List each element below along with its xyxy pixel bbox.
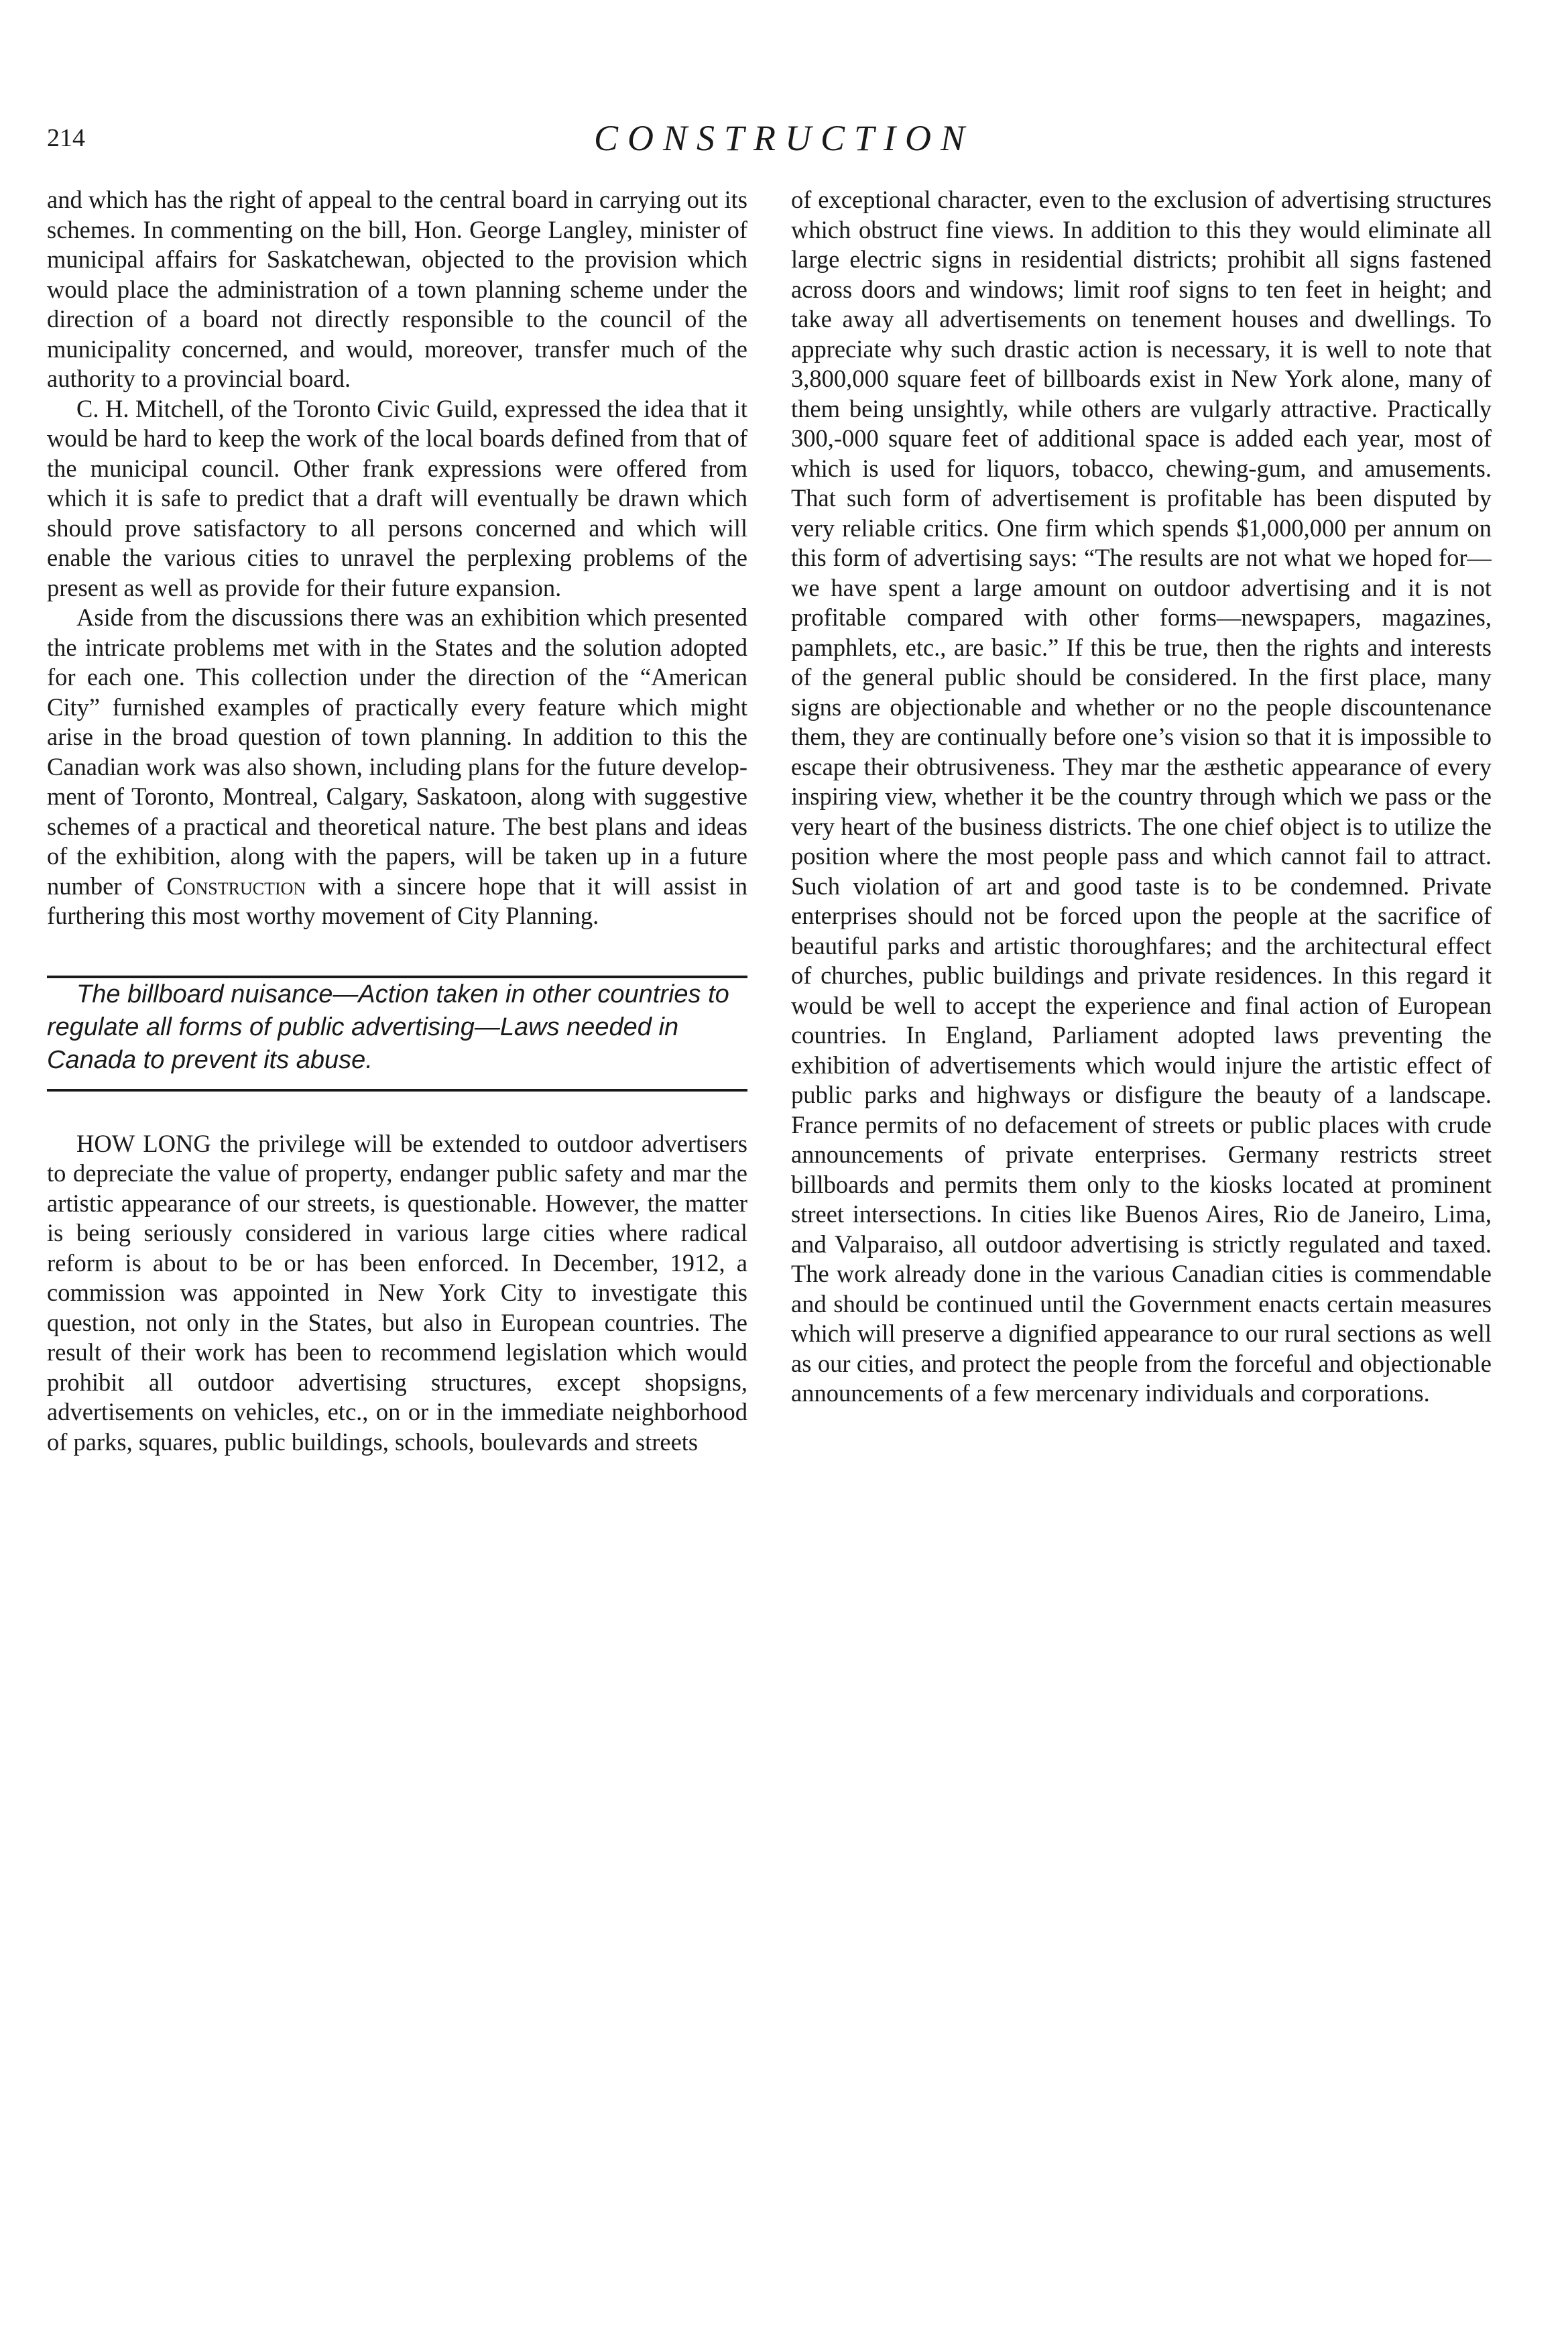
section-divider-bottom [47,1089,747,1092]
page-number: 214 [47,124,85,152]
running-head-journal-title: CONSTRUCTION [593,118,975,158]
paragraph-exhibition [47,603,747,931]
left-column [47,185,747,2284]
paragraph-continued: and which has the right of appeal to the central board in carrying out its schemes. In commenting on the bill, Hon. George Langley, minister of municipal affairs for Saskatchewan, objected to the provision which would place the administration of a town planning scheme under the direction of a board not directly responsible to the council of the municipality concerned, and would, moreover, transfer much of the authority to a provincial board. [47,186,747,392]
article-opening-paragraph: HOW LONG the privilege will be extended to outdoor advertisers to depreciate the value of property, endanger public safety and mar the artistic appearance of our streets, is questionable. However, the matter is being seriously considered in various large cities where radical reform is about to be or has been enforced. In December, 1912, a commission was appointed in New York City to investigate this question, not only in the States, but also in European countries. The result of their work has been to recommend legislation which would prohibit all outdoor advertising structures, except shopsigns, advertisements on vehicles, etc., on or in the immediate neighborhood of parks, squares, public buildings, schools, boulevards and streets [47,1129,747,1456]
inline-journal-title: Construction [166,872,306,900]
paragraph-exhibition-text: Aside from the discussions there was an exhibition which presented the intricate problems met with in the States and the solution adopted for each one. This collection under the direction of the “American City” furnished examples of practically every feature which might arise in the broad question of town planning. In addition to this the Canadian work was also shown, including plans for the future development of Toronto, Montreal, Calgary, Saskatoon, along with suggestive schemes of a practical and theoretical nature. The best plans and ideas of the exhibition, along with the papers, will be taken up in a future number of [47,603,747,900]
right-column [791,185,1492,2284]
paragraph-exhibition-end: with a sincere hope that it will assist in furthering this most worthy movement of City Planning. [47,872,747,929]
article-continuation-paragraph: of exceptional character, even to the exclusion of advertising structures which obstruct fine views. In addition to this they would eliminate all large electric signs in residential districts; prohibit all signs fastened across doors and windows; limit roof signs to ten feet in height; and take away all advertisements on tenement houses and dwellings. To appreciate why such drastic action is necessary, it is well to note that 3,800,000 square feet of billboards exist in New York alone, many of them being unsightly, while others are vulgarly attractive. Practically 300,-000 square feet of additional space is added each year, most of which is used for liquors, tobacco, chewing-gum, and amusements. That such form of advertisement is profitable has been disputed by very reliable critics. One firm which spends $1,000,000 per annum on this form of advertising says: “The results are not what we hoped for—we have spent a large amount on outdoor advertising and it is not profitable compared with other forms—newspapers, magazines, pamphlets, etc., are basic.” If this be true, then the rights and interests of the general public should be considered. In the first place, many signs are objectionable and whether or no the people discountenance them, they are continually before one’s vision so that it is impossible to escape their obtrusiveness. They mar the æsthetic appearance of every inspiring view, whether it be the country through which we pass or the very heart of the business districts. The one chief object is to utilize the position where the most people pass and which cannot fail to attract. Such violation of art and good taste is to be condemned. Private enterprises should not be forced upon the people at the sacrifice of beautiful parks and artistic thoroughfares; and the architectural effect of churches, public buildings and private residences. In this regard it would be well to accept the experience and final action of European countries. In England, Parliament adopted laws preventing the exhibition of advertisements which would injure the artistic effect of public parks and highways or disfigure the beauty of a landscape. France permits of no defacement of streets or public places with crude announcements of private enterprises. Germany restricts street billboards and permits them only to the kiosks located at prominent street intersections. In cities like Buenos Aires, Rio de Janeiro, Lima, and Valparaiso, all outdoor advertising is strictly regulated and taxed. The work already done in the various Canadian cities is commendable and should be continued until the Government enacts certain measures which will preserve a dignified appearance to our rural sections as well as our cities, and protect the people from the forceful and objectionable announcements of a few mercenary individuals and corporations. [791,186,1492,1407]
article-deck: The billboard nuisance—Action taken in other countries to regulate all forms of public advertising—Laws needed in Canada to prevent its abuse. [47,980,729,1074]
paragraph-mitchell: C. H. Mitchell, of the Toronto Civic Guild, expressed the idea that it would be hard to keep the work of the local boards defined from that of the municipal council. Other frank expressions were offered from which it is safe to predict that a draft will eventually be drawn which should prove satisfactory to all persons concerned and which will enable the various cities to unravel the perplexing problems of the present as well as provide for their future expansion. [47,394,747,601]
